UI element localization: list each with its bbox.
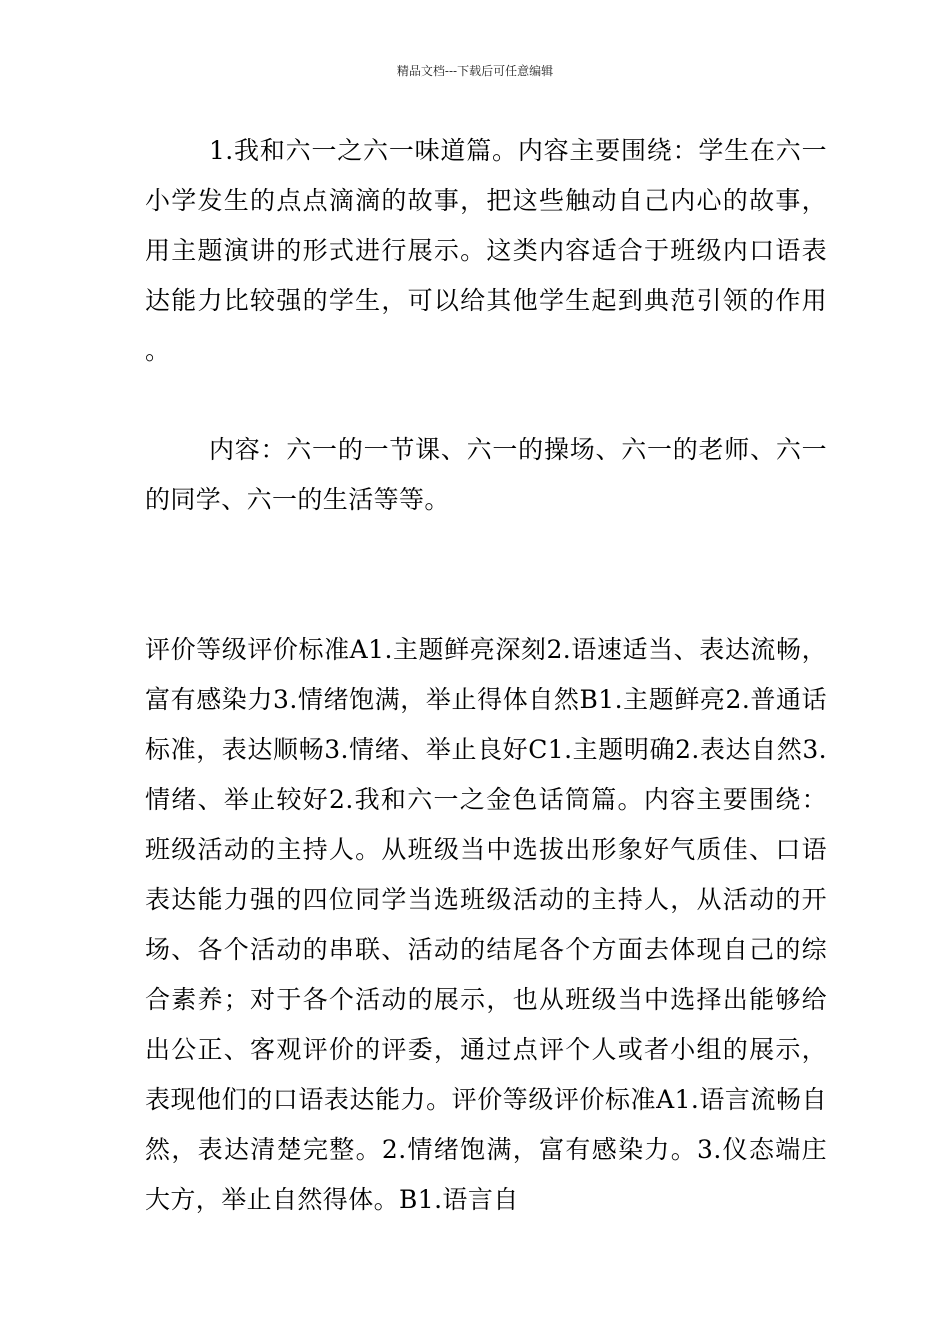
paragraph-evaluation-criteria: 评价等级评价标准A1.主题鲜亮深刻2.语速适当、表达流畅，富有感染力3.情绪饱满，举止得体自然B1.主题鲜亮2.普通话标准，表达顺畅3.情绪、举止良好C1.主题明确2.表达自然3.情绪、举止较好2.我和六一之金色话筒篇。内容主要围绕：班级活动的主持人。从班级当中选拔出形象好气质佳、口语表达能力强的四位同学当选班级活动的主持人，从活动的开场、各个活动的串联、活动的结尾各个方面去体现自己的综合素养；对于各个活动的展示，也从班级当中选择出能够给出公正、客观评价的评委，通过点评个人或者小组的展示，表现他们的口语表达能力。评价等级评价标准A1.语言流畅自然，表达清楚完整。2.情绪饱满，富有感染力。3.仪态端庄大方，举止自然得体。B1.语言自 xyxy=(145,635,827,1214)
paragraph-flavor-section: 1.我和六一之六一味道篇。内容主要围绕：学生在六一小学发生的点点滴滴的故事，把这些触动自己内心的故事，用主题演讲的形式进行展示。这类内容适合于班级内口语表达能力比较强的学生，可以给其他学生起到典范引领的作用。 xyxy=(145,136,827,365)
paragraph-content-list: 内容：六一的一节课、六一的操场、六一的老师、六一的同学、六一的生活等等。 xyxy=(145,435,827,514)
page-header: 精品文档---下载后可任意编辑 xyxy=(396,64,554,78)
